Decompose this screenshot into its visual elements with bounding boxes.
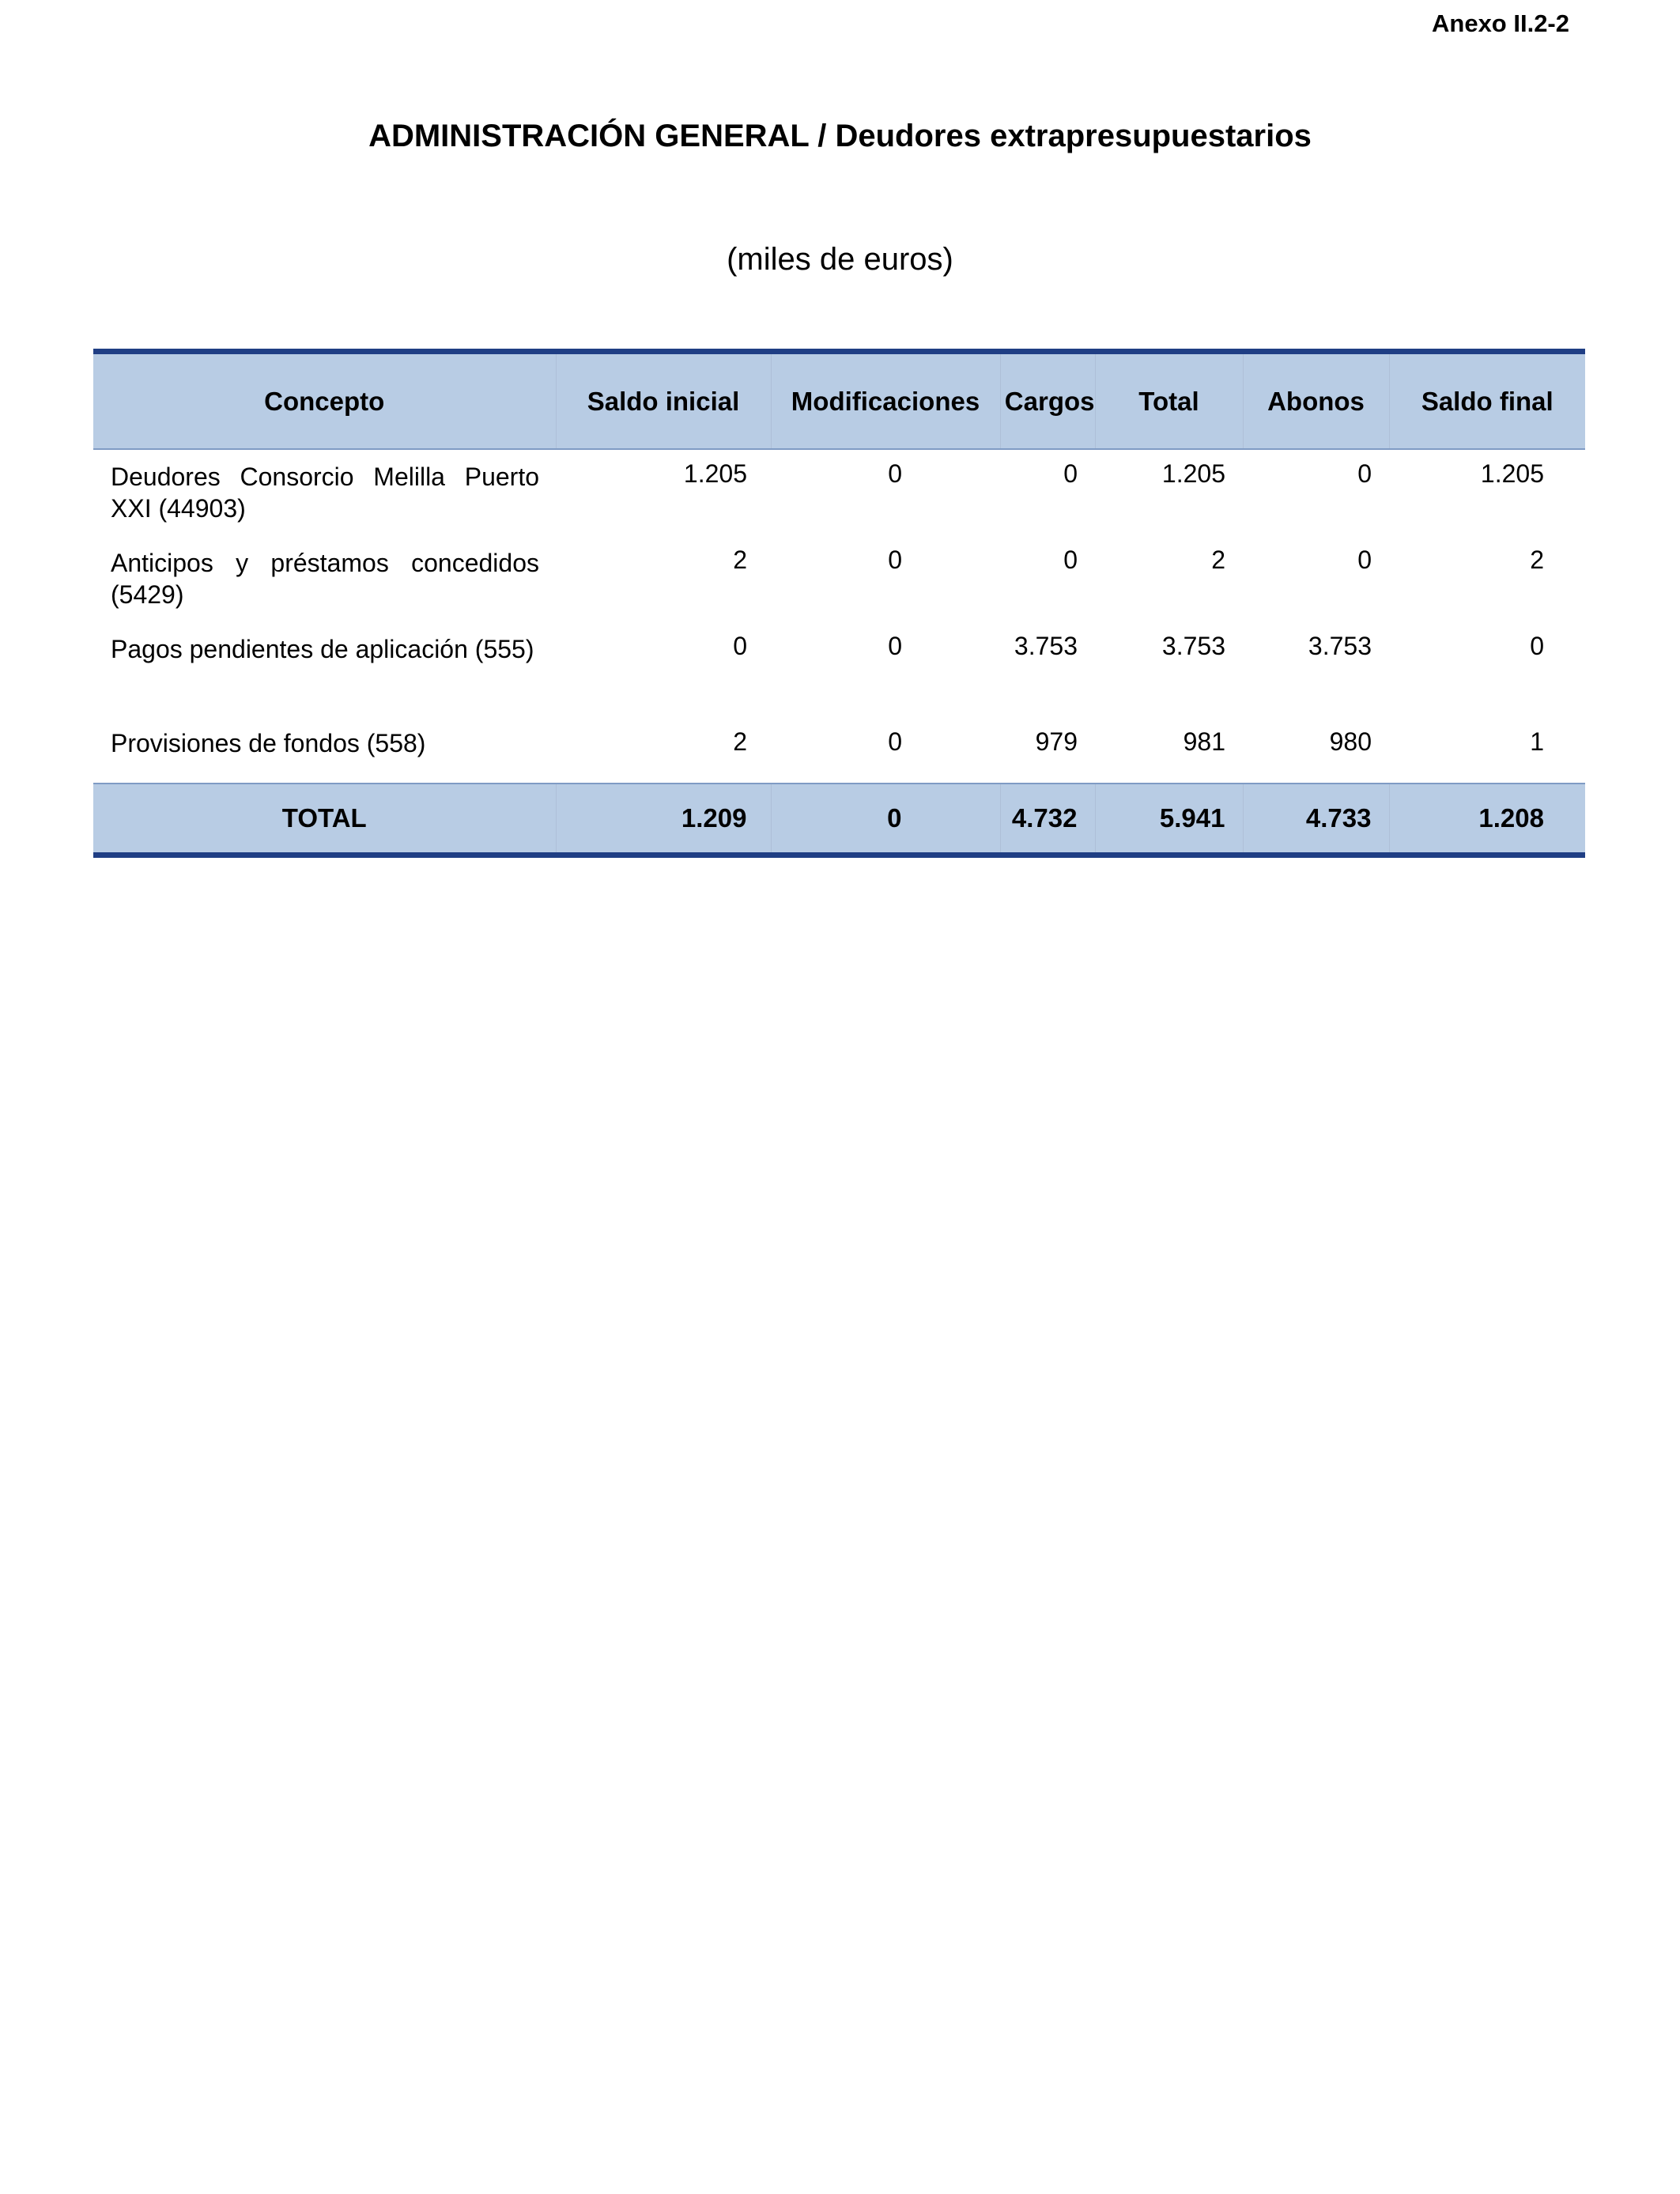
cell-saldo-inicial: 0: [733, 632, 747, 660]
header-concepto: Concepto: [93, 352, 556, 450]
cell-saldo-final: 1: [1530, 727, 1544, 756]
cell-modificaciones: 0: [888, 632, 902, 660]
cell-total: 3.753: [1161, 632, 1225, 660]
cell-cargos: 0: [1063, 546, 1078, 574]
cell-abonos: 980: [1329, 727, 1372, 756]
header-modificaciones: Modificaciones: [771, 352, 1000, 450]
header-abonos: Abonos: [1243, 352, 1389, 450]
total-saldo-final: 1.208: [1478, 803, 1544, 833]
cell-abonos: 0: [1357, 459, 1372, 488]
debtors-table-container: [93, 349, 1585, 858]
header-total: Total: [1095, 352, 1243, 450]
cell-modificaciones: 0: [888, 546, 902, 574]
cell-saldo-inicial: 2: [733, 546, 747, 574]
total-cargos: 4.732: [1000, 784, 1095, 855]
cell-saldo-inicial: 1.205: [683, 459, 747, 488]
table-row: [93, 622, 1585, 708]
cell-abonos: 3.753: [1308, 632, 1372, 660]
cell-saldo-inicial: 2: [733, 727, 747, 756]
total-saldo-inicial: 1.209: [556, 784, 771, 855]
table-row: [93, 449, 1585, 536]
table-header: [93, 352, 1585, 450]
table-body: [93, 449, 1585, 784]
cell-cargos: 979: [1035, 727, 1078, 756]
total-total: 5.941: [1095, 784, 1243, 855]
debtors-table: [93, 349, 1585, 858]
cell-modificaciones: 0: [888, 459, 902, 488]
annex-label: Anexo II.2-2: [1432, 9, 1569, 37]
cell-concepto: Deudores Consorcio Melilla Puerto XXI (44903): [111, 463, 539, 523]
header-row: [93, 352, 1585, 450]
cell-total: 1.205: [1161, 459, 1225, 488]
cell-saldo-final: 0: [1530, 632, 1544, 660]
header-cargos: Cargos: [1000, 352, 1095, 450]
page-title: ADMINISTRACIÓN GENERAL / Deudores extrapresupuestarios: [368, 119, 1312, 153]
cell-concepto: Provisiones de fondos (558): [111, 729, 426, 757]
cell-total: 981: [1183, 727, 1225, 756]
cell-saldo-final: 1.205: [1480, 459, 1544, 488]
cell-total: 2: [1211, 546, 1225, 574]
cell-modificaciones: 0: [888, 727, 902, 756]
cell-concepto: Anticipos y préstamos concedidos (5429): [111, 549, 539, 609]
cell-cargos: 3.753: [1014, 632, 1078, 660]
cell-abonos: 0: [1357, 546, 1372, 574]
total-modificaciones: 0: [771, 784, 1000, 855]
table-row: [93, 708, 1585, 784]
table-footer: [93, 784, 1585, 855]
cell-concepto: Pagos pendientes de aplicación (555): [111, 635, 534, 663]
cell-saldo-final: 2: [1530, 546, 1544, 574]
units-subtitle: (miles de euros): [727, 242, 953, 277]
totals-row: [93, 784, 1585, 855]
total-label: TOTAL: [93, 784, 556, 855]
total-abonos: 4.733: [1243, 784, 1389, 855]
cell-cargos: 0: [1063, 459, 1078, 488]
table-row: [93, 536, 1585, 622]
header-saldo-inicial: Saldo inicial: [556, 352, 771, 450]
header-saldo-final: Saldo final: [1389, 352, 1585, 450]
